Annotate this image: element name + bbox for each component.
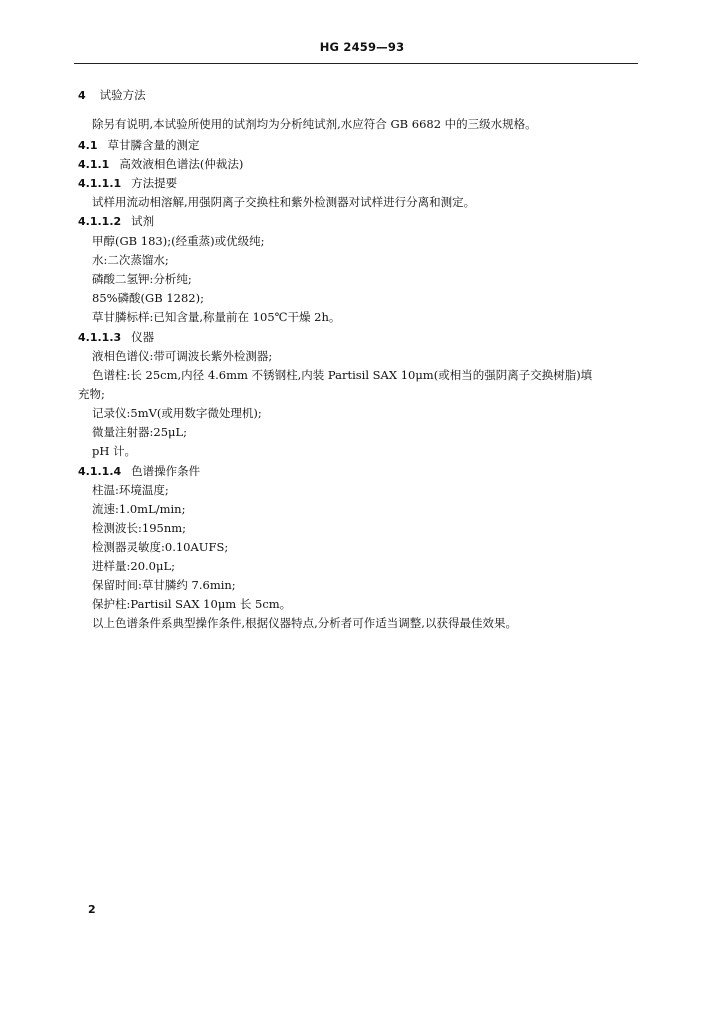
paragraph-line: 保护柱:Partisil SAX 10μm 长 5cm。	[92, 597, 292, 611]
paragraph-line: 甲醇(GB 183);(经重蒸)或优级纯;	[92, 234, 265, 248]
section-number: 4.1.1.2	[78, 215, 122, 228]
section-4-heading	[78, 88, 146, 103]
section-title: 草甘膦含量的测定	[107, 138, 200, 152]
paragraph-line: 充物;	[78, 387, 105, 401]
header-rule	[74, 63, 638, 64]
section-number: 4.1.1.3	[78, 331, 122, 344]
paragraph-line: 记录仪:5mV(或用数字微处理机);	[92, 406, 262, 420]
paragraph-line: 液相色谱仪:带可调波长紫外检测器;	[92, 349, 273, 363]
section-4-1-1-2-heading	[78, 214, 154, 229]
paragraph-line: 以上色谱条件系典型操作条件,根据仪器特点,分析者可作适当调整,以获得最佳效果。	[92, 616, 517, 630]
section-4-1-1-heading	[78, 157, 243, 172]
section-title: 试验方法	[99, 88, 146, 102]
paragraph-line: 水:二次蒸馏水;	[92, 253, 169, 267]
section-4-1-heading	[78, 138, 200, 153]
section-4-1-1-3-heading	[78, 330, 154, 345]
paragraph-line: 柱温:环境温度;	[92, 483, 169, 497]
section-title: 高效液相色谱法(仲裁法)	[119, 157, 244, 171]
section-number: 4.1.1.1	[78, 177, 122, 190]
paragraph-line: 除另有说明,本试验所使用的试剂均为分析纯试剂,水应符合 GB 6682 中的三级水规格。	[92, 117, 537, 131]
paragraph-line: 色谱柱:长 25cm,内径 4.6mm 不锈钢柱,内装 Partisil SAX 10μm(或相当的强阴离子交换树脂)填	[92, 368, 593, 382]
paragraph-line: 流速:1.0mL/min;	[92, 502, 186, 516]
standard-code-header: HG 2459—93	[319, 40, 405, 54]
paragraph-line: 进样量:20.0μL;	[92, 559, 175, 573]
paragraph-line: 草甘膦标样:已知含量,称量前在 105℃干燥 2h。	[92, 310, 341, 324]
section-title: 试剂	[131, 214, 155, 228]
section-title: 色谱操作条件	[131, 464, 201, 478]
paragraph-line: 磷酸二氢钾:分析纯;	[92, 272, 192, 286]
paragraph-line: 保留时间:草甘膦约 7.6min;	[92, 578, 236, 592]
paragraph-line: 试样用流动相溶解,用强阴离子交换柱和紫外检测器对试样进行分离和测定。	[92, 195, 476, 209]
section-number: 4	[78, 89, 86, 102]
section-number: 4.1	[78, 139, 98, 152]
paragraph-line: 85%磷酸(GB 1282);	[92, 291, 204, 305]
paragraph-line: 微量注射器:25μL;	[92, 425, 187, 439]
paragraph-line: pH 计。	[92, 444, 137, 458]
section-number: 4.1.1	[78, 158, 110, 171]
page-number: 2	[88, 903, 96, 916]
section-title: 方法提要	[131, 176, 178, 190]
section-number: 4.1.1.4	[78, 465, 122, 478]
section-4-1-1-4-heading	[78, 464, 200, 479]
paragraph-line: 检测波长:195nm;	[92, 521, 187, 535]
section-4-1-1-1-heading	[78, 176, 177, 191]
paragraph-line: 检测器灵敏度:0.10AUFS;	[92, 540, 229, 554]
section-title: 仪器	[131, 330, 155, 344]
